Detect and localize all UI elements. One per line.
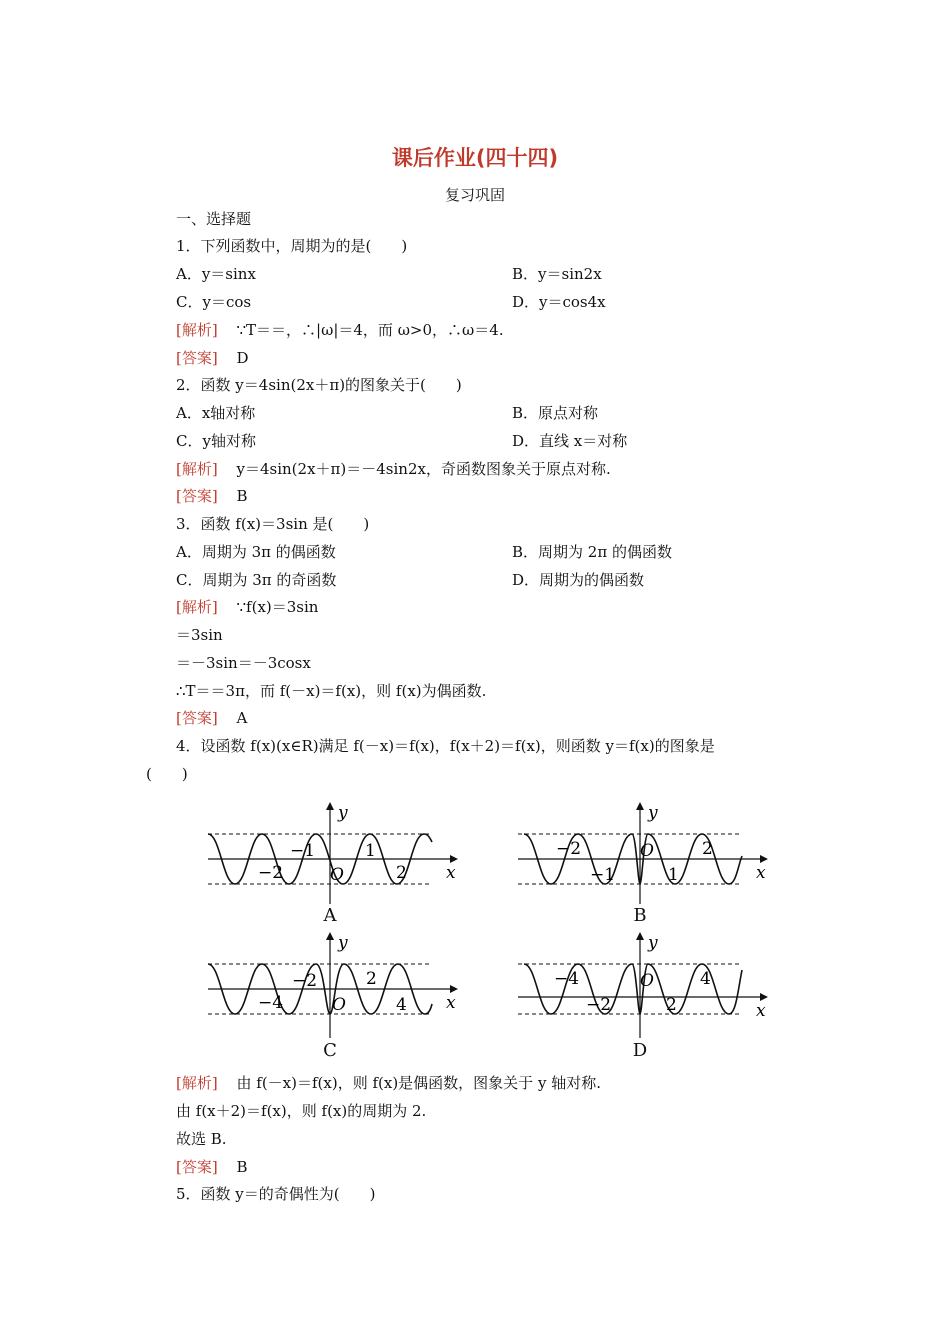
answer-tag: [答案] [176, 1158, 218, 1176]
x-axis-arrow [760, 993, 768, 1001]
graph-d [510, 930, 780, 1040]
graph-c-origin: O [332, 995, 346, 1015]
graph-d-tick: −2 [586, 995, 612, 1015]
graph-a-tick: −1 [290, 841, 316, 861]
y-axis-arrow [636, 802, 644, 810]
answer-tag: [答案] [176, 709, 218, 727]
q3-analysis: ∵f(x)＝3sin [236, 598, 319, 616]
graph-b-tick: −2 [556, 839, 582, 859]
graph-b-tick: −1 [590, 865, 616, 885]
q3-analysis-line-2: ＝3sin [176, 626, 223, 644]
q3-option-a: A．周期为 3π 的偶函数 [176, 543, 336, 561]
q2-analysis: y＝4sin(2x＋π)＝－4sin2x，奇函数图象关于原点对称. [236, 460, 611, 478]
section-heading: 一、选择题 [176, 210, 252, 228]
q1-option-a: A．y＝sinx [176, 265, 256, 283]
graph-b-y-label: y [648, 803, 658, 823]
q4-stem: 4．设函数 f(x)(x∈R)满足 f(－x)＝f(x)，f(x＋2)＝f(x)，则函数 y＝f(x)的图象是 [176, 737, 715, 755]
graph-c-tick: −4 [258, 993, 284, 1013]
q3-answer-line [176, 708, 247, 728]
graph-a-origin: O [330, 865, 344, 885]
q2-option-d: D．直线 x＝对称 [512, 432, 628, 450]
graph-d-tick: 2 [666, 995, 677, 1015]
x-axis-arrow [760, 855, 768, 863]
x-axis-arrow [450, 855, 458, 863]
y-axis-arrow [636, 932, 644, 940]
graph-d-x-label: x [756, 1001, 766, 1021]
graph-b-tick: 1 [668, 865, 679, 885]
q3-option-b: B．周期为 2π 的偶函数 [512, 543, 672, 561]
analysis-tag: [解析] [176, 1074, 218, 1092]
q5-stem: 5．函数 y＝的奇偶性为( ) [176, 1185, 376, 1203]
graph-a-label: A [323, 905, 337, 926]
y-axis-arrow [326, 932, 334, 940]
page-subtitle: 复习巩固 [444, 186, 505, 204]
graph-d-tick: −4 [554, 969, 580, 989]
q3-option-c: C．周期为 3π 的奇函数 [176, 571, 337, 589]
graph-a-y-label: y [338, 803, 348, 823]
q1-answer: D [236, 349, 249, 367]
q1-option-b: B．y＝sin2x [512, 265, 602, 283]
q4-analysis-line-2: 由 f(x＋2)＝f(x)，则 f(x)的周期为 2. [176, 1102, 427, 1120]
graph-d-origin: O [640, 971, 654, 991]
q4-analysis: 由 f(－x)＝f(x)，则 f(x)是偶函数，图象关于 y 轴对称. [236, 1074, 601, 1092]
graph-a-tick: −2 [258, 863, 284, 883]
x-axis-arrow [450, 985, 458, 993]
q3-analysis-line-3: ＝－3sin＝－3cosx [176, 654, 311, 672]
q1-option-d: D．y＝cos4x [512, 293, 606, 311]
answer-tag: [答案] [176, 349, 218, 367]
q2-answer: B [236, 487, 248, 505]
q2-option-a: A．x轴对称 [176, 404, 256, 422]
q4-analysis-line [176, 1073, 601, 1093]
graph-d-y-label: y [648, 933, 658, 953]
q1-answer-line [176, 348, 249, 368]
graph-c-label: C [323, 1040, 337, 1061]
q2-analysis-line [176, 459, 611, 479]
graph-a-tick: 1 [365, 841, 376, 861]
graph-a-tick: 2 [396, 863, 407, 883]
q2-stem: 2．函数 y＝4sin(2x＋π)的图象关于( ) [176, 376, 462, 394]
q1-analysis-line [176, 320, 504, 340]
graph-c-tick: −2 [292, 971, 318, 991]
graph-b-tick: 2 [702, 839, 713, 859]
q3-analysis-line [176, 597, 318, 617]
q2-answer-line [176, 486, 248, 506]
q4-analysis-line-3: 故选 B. [176, 1130, 227, 1148]
analysis-tag: [解析] [176, 321, 218, 339]
q1-analysis: ∵T＝＝，∴|ω|＝4，而 ω>0，∴ω＝4. [236, 321, 504, 339]
q3-analysis-line-4: ∴T＝＝3π，而 f(－x)＝f(x)，则 f(x)为偶函数. [176, 682, 487, 700]
q4-stem-bracket: ( ) [146, 765, 188, 783]
analysis-tag: [解析] [176, 460, 218, 478]
graph-c-y-label: y [338, 933, 348, 953]
q2-option-c: C．y轴对称 [176, 432, 256, 450]
q4-answer: B [236, 1158, 248, 1176]
answer-tag: [答案] [176, 487, 218, 505]
q4-answer-line [176, 1157, 248, 1177]
graph-b-x-label: x [756, 863, 766, 883]
graph-c [200, 930, 470, 1040]
q3-answer: A [236, 709, 248, 727]
graph-c-tick: 2 [366, 969, 377, 989]
q1-option-c: C．y＝cos [176, 293, 252, 311]
graph-c-tick: 4 [396, 995, 407, 1015]
graph-b-label: B [633, 905, 647, 926]
graph-d-label: D [632, 1040, 648, 1061]
graph-d-tick: 4 [700, 969, 711, 989]
analysis-tag: [解析] [176, 598, 218, 616]
q3-option-d: D．周期为的偶函数 [512, 571, 645, 589]
q3-stem: 3．函数 f(x)＝3sin 是( ) [176, 515, 370, 533]
q2-option-b: B．原点对称 [512, 404, 599, 422]
y-axis-arrow [326, 802, 334, 810]
graph-b-origin: O [640, 841, 654, 861]
graph-a [200, 796, 470, 906]
q1-stem: 1．下列函数中，周期为的是( ) [176, 237, 408, 255]
graph-b [510, 796, 780, 906]
page-title: 课后作业(四十四) [391, 146, 559, 170]
graph-c-x-label: x [446, 993, 456, 1013]
graph-a-x-label: x [446, 863, 456, 883]
